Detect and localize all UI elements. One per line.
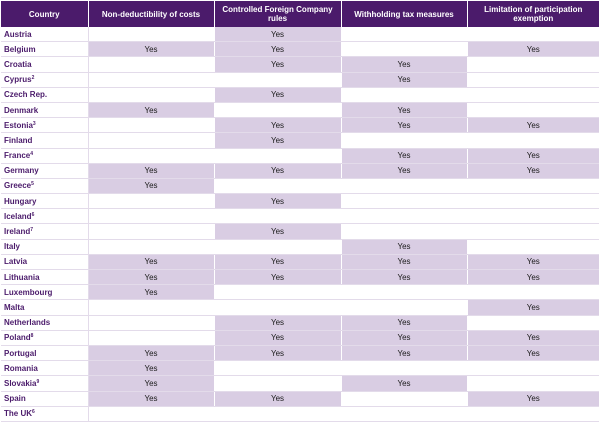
measure-cell	[88, 148, 214, 163]
measure-cell	[214, 285, 341, 300]
footnote-marker: 7	[30, 227, 34, 234]
measure-cell: Yes	[341, 315, 467, 330]
measure-cell: Yes	[467, 270, 599, 285]
measure-cell	[214, 239, 341, 254]
measure-cell: Yes	[341, 148, 467, 163]
country-cell	[1, 315, 88, 330]
measure-cell: Yes	[88, 178, 214, 193]
country-cell	[1, 361, 88, 376]
measure-cell	[467, 194, 599, 209]
measure-cell	[341, 300, 467, 315]
table-row	[1, 209, 599, 224]
table-row	[1, 178, 599, 193]
table-row	[1, 57, 599, 72]
country-name: Latvia	[4, 257, 28, 267]
country-name: Italy	[4, 242, 21, 252]
country-name: Ireland	[4, 227, 31, 237]
table-row	[1, 285, 599, 300]
measure-cell	[341, 194, 467, 209]
measure-cell: Yes	[88, 345, 214, 360]
country-name: Greece	[4, 181, 32, 191]
measure-cell	[214, 178, 341, 193]
country-name: The UK	[4, 409, 32, 419]
country-name: Slovakia	[4, 378, 37, 388]
table-row	[1, 133, 599, 148]
measure-cell: Yes	[214, 87, 341, 102]
table-row	[1, 102, 599, 117]
country-name: Denmark	[4, 105, 39, 115]
measure-cell	[88, 209, 214, 224]
measure-cell: Yes	[88, 376, 214, 391]
country-name: Cyprus	[4, 75, 32, 85]
measure-cell: Yes	[341, 118, 467, 133]
country-cell	[1, 148, 88, 163]
table-row	[1, 224, 599, 239]
measure-cell: Yes	[214, 254, 341, 269]
header-country: Country	[1, 1, 88, 27]
measure-cell: Yes	[88, 254, 214, 269]
measure-cell	[341, 209, 467, 224]
measure-cell: Yes	[341, 57, 467, 72]
measure-cell: Yes	[341, 270, 467, 285]
measure-cell	[88, 87, 214, 102]
table-row	[1, 315, 599, 330]
header-non-deductibility: Non-deductibility of costs	[88, 1, 214, 27]
footnote-marker: 5	[31, 181, 34, 188]
measure-cell	[88, 118, 214, 133]
table-body	[1, 27, 599, 421]
country-cell	[1, 102, 88, 117]
country-cell	[1, 391, 88, 406]
header-row	[1, 1, 599, 27]
measure-cell: Yes	[214, 42, 341, 57]
measure-cell: Yes	[214, 270, 341, 285]
measure-cell: Yes	[467, 42, 599, 57]
measure-cell: Yes	[214, 163, 341, 178]
measure-cell	[88, 224, 214, 239]
table-row	[1, 345, 599, 360]
table-row	[1, 406, 599, 421]
measure-cell: Yes	[214, 57, 341, 72]
measure-cell: Yes	[341, 376, 467, 391]
country-cell	[1, 72, 88, 87]
measure-cell: Yes	[214, 133, 341, 148]
measure-cell	[467, 209, 599, 224]
country-name: Hungary	[4, 196, 37, 206]
measure-cell	[467, 27, 599, 42]
country-name: Spain	[4, 394, 26, 404]
country-name: Lithuania	[4, 272, 40, 282]
measure-cell	[88, 133, 214, 148]
measure-cell: Yes	[88, 361, 214, 376]
measure-cell: Yes	[88, 270, 214, 285]
country-cell	[1, 345, 88, 360]
measure-cell: Yes	[341, 102, 467, 117]
measure-cell: Yes	[88, 102, 214, 117]
country-cell	[1, 133, 88, 148]
country-cell	[1, 118, 88, 133]
table-row	[1, 254, 599, 269]
measure-cell: Yes	[467, 163, 599, 178]
table-row	[1, 239, 599, 254]
measure-cell	[88, 330, 214, 345]
measure-cell	[341, 391, 467, 406]
measure-cell	[341, 406, 467, 421]
table-row	[1, 300, 599, 315]
measure-cell	[467, 239, 599, 254]
measure-cell	[341, 42, 467, 57]
measure-cell: Yes	[341, 330, 467, 345]
country-name: Poland	[4, 333, 31, 343]
measure-cell	[467, 285, 599, 300]
footnote-marker: 6	[32, 409, 35, 416]
measure-cell	[341, 87, 467, 102]
measure-cell: Yes	[88, 42, 214, 57]
header-withholding-tax: Withholding tax measures	[341, 1, 467, 27]
measure-cell: Yes	[467, 345, 599, 360]
measure-cell: Yes	[467, 254, 599, 269]
table-row	[1, 270, 599, 285]
measure-cell: Yes	[341, 239, 467, 254]
table-row	[1, 42, 599, 57]
measure-cell	[214, 300, 341, 315]
measure-cell: Yes	[88, 163, 214, 178]
measure-cell: Yes	[467, 330, 599, 345]
measure-cell: Yes	[467, 148, 599, 163]
measure-cell	[341, 285, 467, 300]
measure-cell: Yes	[467, 300, 599, 315]
measure-cell	[214, 102, 341, 117]
country-cell	[1, 406, 88, 421]
table-header	[1, 1, 599, 27]
measure-cell	[88, 300, 214, 315]
country-name: Czech Rep.	[4, 90, 48, 100]
country-name: Netherlands	[4, 318, 51, 328]
measure-cell	[88, 406, 214, 421]
country-cell	[1, 330, 88, 345]
measure-cell	[88, 72, 214, 87]
country-name: Belgium	[4, 44, 36, 54]
footnote-marker: 2	[31, 75, 35, 82]
measure-cell: Yes	[341, 254, 467, 269]
country-cell	[1, 254, 88, 269]
measure-cell: Yes	[214, 345, 341, 360]
measure-cell: Yes	[214, 194, 341, 209]
footnote-marker: 6	[31, 211, 35, 218]
country-cell	[1, 209, 88, 224]
measure-cell	[467, 315, 599, 330]
measure-cell	[467, 72, 599, 87]
measure-cell	[88, 194, 214, 209]
country-name: Portugal	[4, 348, 37, 358]
measure-cell	[341, 178, 467, 193]
country-cell	[1, 163, 88, 178]
table-row	[1, 391, 599, 406]
country-name: Luxembourg	[4, 287, 53, 297]
measure-cell	[467, 87, 599, 102]
country-cell	[1, 300, 88, 315]
table-row	[1, 72, 599, 87]
country-cell	[1, 57, 88, 72]
country-cell	[1, 194, 88, 209]
measure-cell	[214, 406, 341, 421]
measure-cell	[467, 361, 599, 376]
measure-cell: Yes	[214, 391, 341, 406]
country-name: France	[4, 151, 31, 161]
measure-cell: Yes	[214, 330, 341, 345]
table-row	[1, 163, 599, 178]
table-row	[1, 148, 599, 163]
measure-cell	[341, 27, 467, 42]
footnote-marker: 4	[30, 151, 34, 158]
header-participation-exemption: Limitation of participation exemption	[467, 1, 599, 27]
measure-cell	[88, 239, 214, 254]
measure-cell: Yes	[88, 391, 214, 406]
country-name: Estonia	[4, 120, 33, 130]
country-cell	[1, 27, 88, 42]
measure-cell	[88, 57, 214, 72]
country-cell	[1, 224, 88, 239]
measure-cell: Yes	[467, 118, 599, 133]
header-cfc-rules: Controlled Foreign Company rules	[214, 1, 341, 27]
country-name: Romania	[4, 363, 38, 373]
measure-cell	[214, 209, 341, 224]
table-row	[1, 330, 599, 345]
measure-cell	[467, 406, 599, 421]
table-row	[1, 361, 599, 376]
footnote-marker: 9	[36, 378, 40, 385]
measure-cell	[467, 133, 599, 148]
table-row	[1, 376, 599, 391]
footnote-marker: 8	[30, 333, 34, 340]
country-cell	[1, 42, 88, 57]
country-name: Finland	[4, 135, 33, 145]
measure-cell	[467, 57, 599, 72]
country-cell	[1, 178, 88, 193]
measure-cell: Yes	[214, 224, 341, 239]
measure-cell: Yes	[214, 315, 341, 330]
country-name: Germany	[4, 166, 39, 176]
measure-cell	[214, 361, 341, 376]
country-cell	[1, 87, 88, 102]
table-row	[1, 118, 599, 133]
measure-cell: Yes	[214, 118, 341, 133]
measure-cell: Yes	[341, 345, 467, 360]
country-name: Austria	[4, 29, 32, 39]
measure-cell	[467, 102, 599, 117]
measure-cell: Yes	[341, 163, 467, 178]
measure-cell	[341, 224, 467, 239]
measure-cell	[214, 376, 341, 391]
measure-cell	[214, 148, 341, 163]
measure-cell: Yes	[214, 27, 341, 42]
measure-cell	[467, 224, 599, 239]
measure-cell: Yes	[88, 285, 214, 300]
footnote-marker: 3	[32, 120, 36, 127]
measure-cell	[88, 315, 214, 330]
measure-cell	[467, 376, 599, 391]
measure-cell	[88, 27, 214, 42]
measure-cell	[341, 361, 467, 376]
country-name: Malta	[4, 302, 25, 312]
country-name: Iceland	[4, 211, 32, 221]
country-cell	[1, 376, 88, 391]
measure-cell	[467, 178, 599, 193]
measure-cell	[341, 133, 467, 148]
tax-measures-table	[1, 1, 599, 422]
table-row	[1, 194, 599, 209]
table-row	[1, 87, 599, 102]
table-row	[1, 27, 599, 42]
country-cell	[1, 270, 88, 285]
country-cell	[1, 285, 88, 300]
country-cell	[1, 239, 88, 254]
measure-cell: Yes	[341, 72, 467, 87]
country-name: Croatia	[4, 59, 32, 69]
measure-cell	[214, 72, 341, 87]
measure-cell: Yes	[467, 391, 599, 406]
